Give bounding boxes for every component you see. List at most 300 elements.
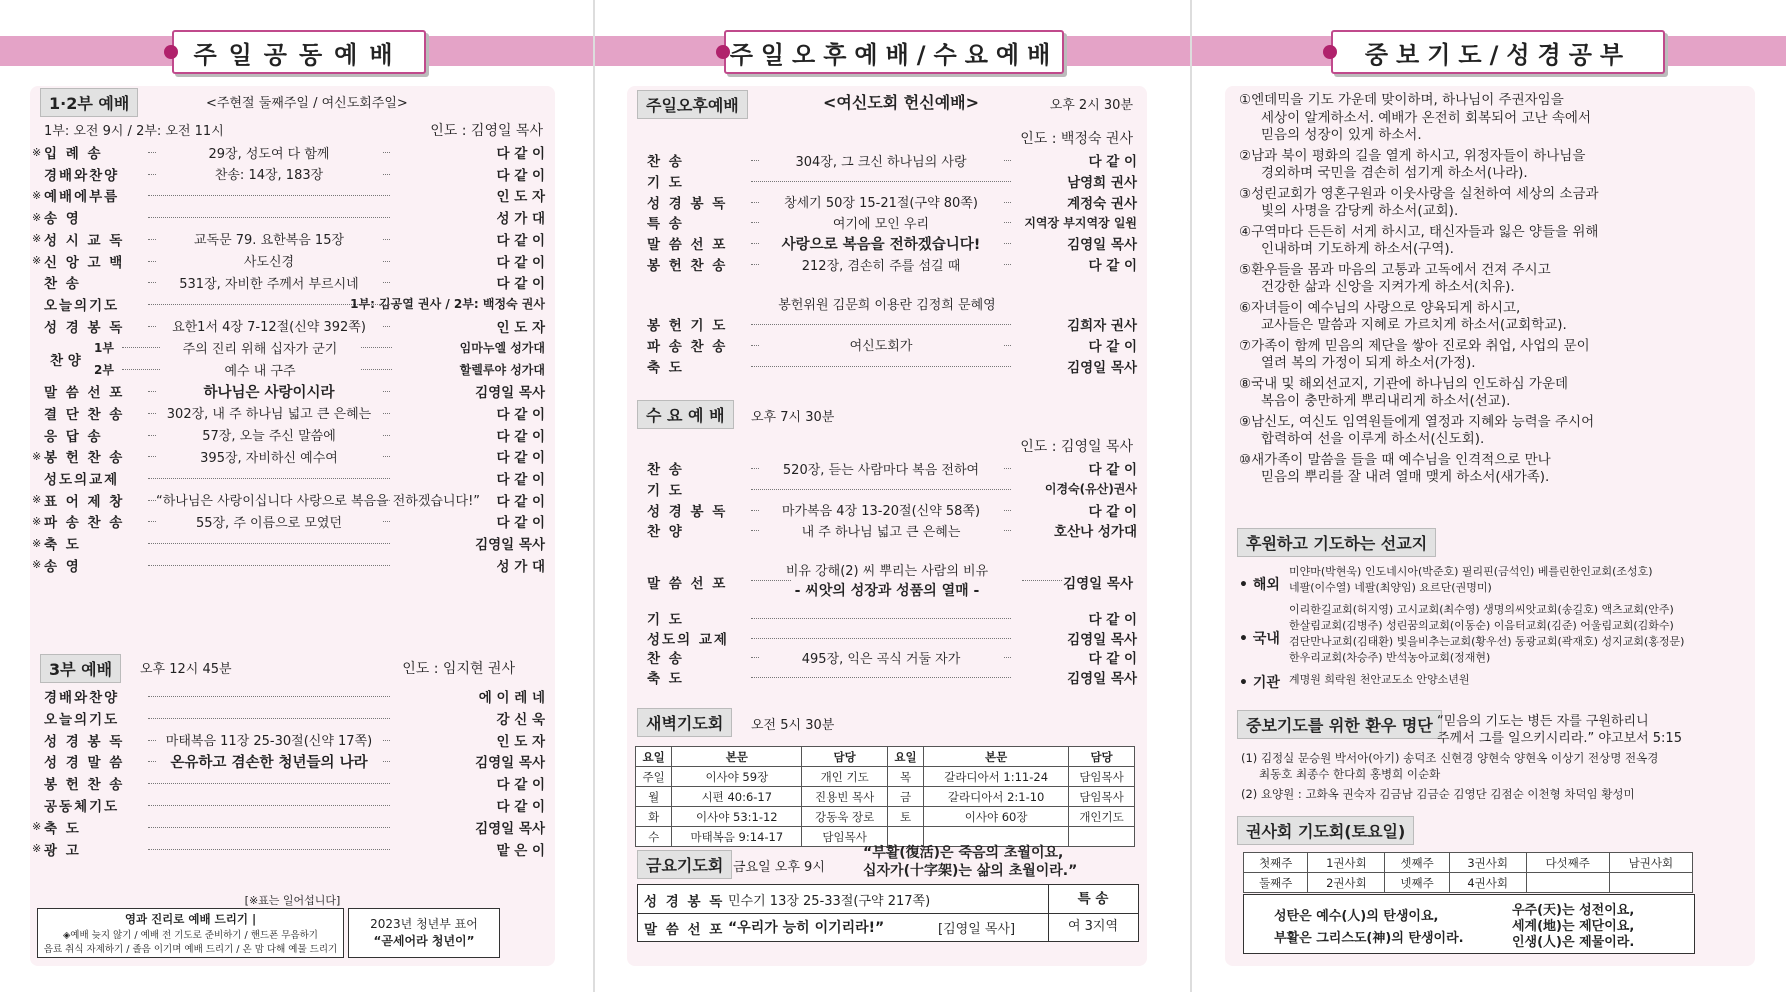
order-label: 광 고 [44,842,81,859]
order-person: 다 같 이 [1088,651,1137,667]
order-person: 다 같 이 [496,428,545,445]
intercession-panel [1225,86,1755,966]
motto-line: 성탄은 예수(人)의 탄생이요, [1274,909,1439,924]
order-content: 내 주 하나님 넓고 큰 은혜는 [759,521,1003,540]
missions-abroad-line: 미얀마(박현욱) 인도네시아(박준호) 필리핀(금석인) 베를린한인교회(조성호) [1289,565,1653,578]
order-person: 남영희 권사 [1067,174,1137,191]
leader-dots [1022,572,1062,581]
order-label: 파 송 찬 송 [647,338,728,355]
order-row [627,479,1147,499]
order-content: 29장, 성도여 다 함께 [156,143,382,162]
service-subtitle: <주현절 둘째주일 / 여신도회주일> [206,96,408,111]
order-row [627,500,1147,520]
order-row [627,520,1147,540]
table-cell: 금 [887,787,923,807]
leader-dots [148,827,390,828]
order-person: 인 도 자 [496,733,545,750]
order-label: 송 영 [44,211,81,228]
table-cell: 3권사회 [1449,853,1526,873]
leader-dots [148,478,390,479]
order-label: 축 도 [44,537,81,554]
friday-quote-line: 십자가(十字架)는 삶의 초월이라.” [863,863,1078,879]
order-content: 사랑으로 복음을 전하겠습니다! [759,233,1003,254]
anthem-choir: 임마누엘 성가대 [459,340,545,355]
prayer-line [1239,186,1749,204]
youth-motto: “곧세어라 청년이” [373,934,475,948]
section-header-missions: 후원하고 기도하는 선교지 [1237,528,1436,557]
order-person: 다 같 이 [1088,258,1137,274]
prayer-line: 인내하며 기도하게 하소서(구역). [1261,241,1454,257]
section-header-afternoon: 주일오후예배 [637,90,748,119]
order-row [30,795,555,815]
order-label: 찬 송 [647,651,684,667]
order-label: 경배와찬양 [44,690,120,706]
friday-sermon-title: “우리가 능히 이기리라!” [728,920,885,936]
order-label: 성도의 교제 [647,631,729,648]
order-label: 기 도 [647,482,684,499]
standing-note: [※표는 일어섭니다] [244,894,341,907]
table-row [636,787,1135,807]
order-label: 응 답 송 [44,428,103,445]
order-person: 인 도 자 [496,319,545,336]
prayer-line [1239,452,1749,470]
service-leader: 인도 : 김영일 목사 [430,123,543,139]
afternoon-title: <여신도회 헌신예배> [823,93,980,112]
order-row [30,533,555,553]
dawn-time: 오전 5시 30분 [751,718,835,733]
patients-line: (1) 김정실 문승원 박서아(아기) 송덕조 신현경 양현숙 양현옥 이상기 전상명 전옥경 [1241,751,1659,765]
table-cell: 둘째주 [1244,873,1308,893]
standing-mark: ※ [32,210,42,224]
missions-domestic-line: 이리한길교회(허지영) 고시교회(최수영) 생명의씨앗교회(송길호) 액츠교회(안주) [1289,603,1674,616]
table-cell: 개인기도 [1069,807,1135,827]
prayer-number: ⑩ [1239,451,1252,468]
order-content: 395장, 자비하신 예수여 [156,447,382,466]
order-person: 다 같 이 [496,472,545,489]
missions-domestic-line: 한우리교회(차승주) 반석농아교회(정재현) [1289,651,1491,664]
prayer-line: 합력하여 선을 이루게 하소서(신도회). [1261,431,1485,447]
table-cell: 개인 기도 [802,767,888,787]
worship-guide-title: 영과 진리로 예배 드리기 | [124,912,257,926]
order-person: 김영일 목사 [475,537,545,554]
order-person: 지역장 부지역장 일원 [1024,215,1137,230]
section-title-sunday-worship: 주일공동예배 [172,30,426,74]
order-content: 교독문 79. 요한복음 15장 [156,229,382,248]
table-cell: 진용빈 목사 [802,787,888,807]
special-song-group: 여 3지역 [1067,919,1119,934]
order-content: 495장, 익은 곡식 거둘 자가 [759,648,1003,667]
leader-dots [751,181,1011,182]
anthem-title: 예수 내 구주 [160,360,360,379]
friday-sermon-row [638,913,1049,941]
standing-mark: ※ [32,536,42,550]
table-cell: 주일 [636,767,672,787]
prayer-number: ③ [1239,185,1252,202]
standing-mark: ※ [32,145,42,159]
order-person: 다 같 이 [1088,612,1137,628]
order-label: 예배에부름 [44,189,120,206]
order-row [30,555,555,575]
prayer-line [1239,300,1749,318]
column-divider [1190,0,1192,992]
leader-dots [148,849,390,850]
wednesday-order [627,458,1147,548]
order-label: 기 도 [647,174,684,191]
prayer-item [1239,452,1749,487]
order-label: 기 도 [647,612,684,628]
leader-dots [148,543,390,544]
order-label: 입 례 송 [44,146,103,162]
sunday-worship-panel [30,86,555,966]
order-row [627,335,1147,355]
table-cell: 셋째주 [1385,853,1449,873]
order-row [627,608,1147,628]
sermon-series: 비유 강해(2) 씨 뿌리는 사람의 비유 [785,564,989,579]
deacons-table [1243,852,1693,893]
order-person: 김영일 목사 [1067,670,1137,687]
missions-domestic-line: 검단만나교회(김태환) 빛을비추는교회(황우선) 동광교회(곽재호) 성지교회(홍정문) [1289,635,1685,648]
table-cell: 시편 40:6-17 [672,787,802,807]
standing-mark: ※ [32,254,42,267]
order-person: 다 같 이 [496,167,545,184]
order-person: 김희자 권사 [1067,318,1137,334]
order-person: 다 같 이 [1088,503,1137,520]
order-label: 공동체기도 [44,799,120,815]
prayer-line: 건강한 삶과 신앙을 지켜가게 하소서(치유). [1261,279,1515,295]
order-content: 창세기 50장 15-21절(구약 80쪽) [759,192,1003,211]
anthem-choir: 할렐루야 성가대 [459,362,545,377]
order-person: 다 같 이 [496,493,545,510]
bullet-dot-icon [716,45,730,59]
prayer-item [1239,262,1749,297]
anthem-title: 주의 진리 위해 십자가 군기 [160,338,360,357]
prayer-line [1239,262,1749,280]
order-label: 말 씀 선 포 [647,237,728,254]
order-person: 다 같 이 [496,406,545,423]
worship-guide-line: ◈예배 늦지 않기 / 예배 전 기도로 준비하기 / 핸드폰 무음하기 [63,930,318,941]
prayer-number: ⑤ [1239,261,1252,278]
order-label: 찬 송 [647,462,684,478]
afternoon-wednesday-panel [627,86,1147,966]
order-person: 다 같 이 [496,450,545,467]
order-label: 성 경 말 씀 [44,755,125,772]
order-row [627,356,1147,376]
table-cell: 4권사회 [1449,873,1526,893]
friday-order-box [637,884,1139,942]
table-cell: 남권사회 [1609,853,1692,873]
order-person: 다 같 이 [496,777,545,794]
order-content: 304장, 그 크신 하나님의 사랑 [759,151,1003,170]
order-label: 축 도 [44,820,81,837]
missions-domestic-line: 한살림교회(김병주) 성린꿈의교회(이동순) 이음터교회(김준) 어울림교회(김화수) [1289,619,1674,632]
anthem-block [30,337,555,381]
order-label: 성 경 봉 독 [647,503,728,520]
section-header-service-12: 1·2부 예배 [40,88,138,117]
order-row [627,667,1147,687]
order-person: 호산나 성가대 [1054,524,1137,541]
order-content: 여기에 모인 우리 [759,213,1003,232]
table-header-cell: 본문 [672,747,802,767]
table-header-cell: 담당 [1069,747,1135,767]
prayer-line [1239,376,1749,394]
bullet-dot-icon [1323,45,1337,59]
prayer-number: ⑥ [1239,299,1252,316]
prayer-text: 구역마다 든든히 서게 하시고, 태신자들과 잃은 양들을 위해 [1251,223,1599,240]
order-person: 다 같 이 [496,146,545,162]
table-cell: 갈라디아서 2:1-10 [924,787,1069,807]
anthem-row [30,359,555,379]
table-cell: 월 [636,787,672,807]
prayer-number: ⑨ [1239,413,1252,430]
order-person: 인 도 자 [496,189,545,206]
order-content: 520장, 듣는 사람마다 복음 전하여 [759,459,1003,478]
order-person: 김영일 목사 [475,755,545,772]
standing-mark: ※ [32,493,42,507]
prayer-list [1239,92,1749,490]
table-cell: 이사야 59장 [672,767,802,787]
order-row [627,254,1147,274]
afternoon-order [627,150,1147,300]
order-label: 오늘의기도 [44,297,120,314]
order-row [30,294,555,314]
service-3-time: 오후 12시 45분 [140,662,232,677]
leader-dots [751,366,1011,367]
table-cell: 이사야 60장 [924,807,1069,827]
standing-mark: ※ [32,449,42,463]
friday-preacher: [김영일 목사] [938,922,1016,937]
order-row [627,314,1147,334]
table-cell: 1권사회 [1308,853,1385,873]
table-cell: 마태복음 9:14-17 [672,827,802,847]
order-row [627,192,1147,212]
table-cell: 목 [887,767,923,787]
section-header-dawn: 새벽기도회 [637,708,732,737]
youth-motto-title: 2023년 청년부 표어 [370,917,478,931]
wednesday-time: 오후 7시 30분 [751,410,835,425]
order-label: 성 경 봉 독 [44,319,125,336]
prayer-number: ① [1239,92,1252,108]
prayer-text: 성린교회가 영혼구원과 이웃사랑을 실천하여 세상의 소금과 [1251,185,1599,202]
prayer-line: 빛의 사명을 감당케 하소서(교회). [1261,203,1459,219]
prayer-number: ④ [1239,223,1252,240]
order-label: 성 시 교 독 [44,232,125,249]
prayer-item [1239,414,1749,449]
section-header-service-3: 3부 예배 [40,654,121,683]
service-times: 1부: 오전 9시 / 2부: 오전 11시 [44,124,224,139]
service-3-leader: 인도 : 임지현 권사 [402,661,515,677]
table-cell: 갈라디아서 1:11-24 [924,767,1069,787]
section-title-afternoon-wednesday: 주일오후예배/수요예배 [724,30,1064,74]
order-label: 봉 헌 찬 송 [44,777,125,794]
section-header-friday: 금요기도회 [637,850,732,879]
prayer-line [1239,338,1749,356]
anthem-part: 2부 [94,362,114,377]
table-header-cell: 본문 [924,747,1069,767]
order-content: 마태복음 11장 25-30절(신약 17쪽) [156,730,382,749]
order-label: 축 도 [647,670,684,687]
order-content: 여신도회가 [759,335,1003,354]
prayer-line: 열려 복의 가정이 되게 하소서(가정). [1261,355,1476,371]
order-person: 다 같 이 [1088,338,1137,355]
order-row [30,185,555,205]
leader-dots [751,638,1011,639]
prayer-text: 자녀들이 예수님의 사랑으로 양육되게 하시고, [1251,299,1521,316]
order-row [30,381,555,401]
leader-dots [751,677,1011,678]
order-person: 에 이 레 네 [478,690,545,706]
leader-dots [751,324,1011,325]
table-cell: 담임목사 [802,827,888,847]
patients-quote-line: 주께서 그를 일으키시리라.” 야고보서 5:15 [1437,731,1682,746]
order-person: 다 같 이 [1088,154,1137,170]
order-content: 302장, 내 주 하나님 넓고 큰 은혜는 [156,403,382,422]
order-content: 하나님은 사랑이시라 [156,381,382,402]
motto-line: 인생(人)은 제물이라. [1512,935,1635,950]
wednesday-sermon-row [627,560,1147,602]
order-row [30,425,555,445]
leader-dots [148,783,390,784]
dawn-prayer-table [635,746,1135,847]
friday-reading-row [638,885,1049,914]
patients-quote-line: “믿음의 기도는 병든 자를 구원하리니 [1437,714,1649,729]
prayer-line [1239,414,1749,432]
prayer-text: 남과 북이 평화의 길을 열게 하시고, 위정자들이 하나님을 [1251,147,1586,164]
order-label: 축 도 [647,359,684,376]
prayer-item [1239,224,1749,259]
order-row [30,251,555,271]
table-cell [1526,873,1609,893]
table-cell: 화 [636,807,672,827]
order-label: 봉 헌 찬 송 [44,450,125,467]
table-header-cell: 담당 [802,747,888,767]
leader-dots [148,565,390,566]
order-label: 경배와찬양 [44,167,120,184]
anthem-label: 찬 양 [50,353,81,370]
prayer-line: 교사들은 말씀과 지혜로 가르치게 하소서(교회학교). [1261,317,1567,333]
order-row [30,164,555,184]
prayer-number: ② [1239,147,1252,164]
order-label: 표 어 제 창 [44,493,125,510]
order-person: 1부: 김공열 권사 / 2부: 백정숙 권사 [350,297,545,312]
order-row [30,403,555,423]
patients-line: 최동호 최종수 한다희 홍병희 이순화 [1259,767,1441,781]
table-cell [1069,827,1135,847]
order-content: 사도신경 [156,251,382,270]
section-title-intercession-study: 중보기도/성경공부 [1331,30,1665,74]
order-label: 신 앙 고 백 [44,254,125,271]
prayer-text: 환우들을 몸과 마음의 고통과 고독에서 건져 주시고 [1251,261,1551,278]
order-label: 결 단 찬 송 [44,406,125,423]
order-row [627,647,1147,667]
order-row [627,212,1147,232]
order-content: 마가복음 4장 13-20절(신약 58쪽) [759,500,1003,519]
order-person: 다 같 이 [496,232,545,249]
wednesday-leader: 인도 : 김영일 목사 [1020,439,1133,455]
table-header-cell: 요일 [636,747,672,767]
table-cell: 다섯째주 [1526,853,1609,873]
order-person: 김영일 목사 [1067,359,1137,376]
prayer-text: 새가족이 말씀을 들을 때 예수님을 인격적으로 만나 [1251,451,1551,468]
table-row [636,807,1135,827]
sermon-label: 말 씀 선 포 [647,576,728,592]
order-content: 531장, 자비한 주께서 부르시네 [156,273,382,292]
order-of-service-12 [30,142,555,702]
table-cell: 담임목사 [1069,767,1135,787]
order-content: 찬송: 14장, 183장 [156,164,382,183]
wednesday-order-2 [627,608,1147,698]
order-label: 성도의교제 [44,472,120,489]
table-row [636,767,1135,787]
prayer-line: 믿음의 뿌리를 잘 내려 열매 맺게 하소서(새가족). [1261,469,1550,485]
prayer-number: ⑦ [1239,337,1252,354]
order-row [30,142,555,162]
order-label: 봉 헌 찬 송 [647,258,728,274]
worship-guide-box [37,908,344,958]
afternoon-time: 오후 2시 30분 [1049,98,1133,113]
leader-dots [148,217,390,218]
prayer-item [1239,92,1749,145]
order-row [30,229,555,249]
order-content: 요한1서 4장 7-12절(신약 392쪽) [156,316,382,335]
motto-line: 부활은 그리스도(神)의 탄생이라. [1274,931,1464,946]
order-row [30,490,555,510]
standing-mark: ※ [32,188,42,202]
table-cell: 담임목사 [1069,787,1135,807]
leader-dots [751,618,1011,619]
order-row [30,686,555,706]
order-label: 찬 송 [44,276,81,293]
prayer-item [1239,148,1749,183]
order-person: 이경숙(유산)권사 [1044,482,1137,497]
sermon-title: - 씨앗의 성장과 성품의 열매 - [794,583,980,599]
standing-mark: ※ [32,232,42,246]
order-label: 오늘의기도 [44,711,120,728]
missions-abroad-label: • 해외 [1239,577,1280,593]
order-label: 성 경 봉 독 [647,195,728,212]
prayer-number: ⑧ [1239,375,1252,392]
prayer-line: 믿음의 성장이 있게 하소서. [1261,127,1422,143]
prayer-line [1239,224,1749,242]
leader-dots [148,696,390,697]
offering-committee: 봉헌위원 김문희 이용란 김정희 문혜영 [778,298,996,313]
table-cell: 수 [636,827,672,847]
table-cell: 강동욱 장로 [802,807,888,827]
afternoon-leader: 인도 : 백정숙 권사 [1020,131,1133,147]
prayer-item [1239,186,1749,221]
order-row [30,708,555,728]
order-label: 봉 헌 기 도 [647,318,728,334]
order-label: 찬 양 [647,524,684,541]
order-person: 강 신 욱 [496,711,545,728]
order-label: 특 송 [647,216,684,233]
order-row [30,468,555,488]
order-person: 다 같 이 [496,276,545,293]
prayer-line [1239,148,1749,166]
order-label: 송 영 [44,558,81,575]
section-header-deacons: 권사회 기도회(토요일) [1237,816,1414,845]
table-cell: 이사야 53:1-12 [672,807,802,827]
column-divider [593,0,595,992]
table-cell: 넷째주 [1385,873,1449,893]
motto-line: 우주(天)는 성전이요, [1512,903,1635,918]
standing-mark: ※ [32,514,42,528]
order-person: 다 같 이 [496,799,545,815]
table-cell: 토 [887,807,923,827]
prayer-item [1239,300,1749,335]
table-cell [1609,873,1692,893]
order-person: 김영일 목사 [475,385,545,402]
order-row [627,150,1147,170]
